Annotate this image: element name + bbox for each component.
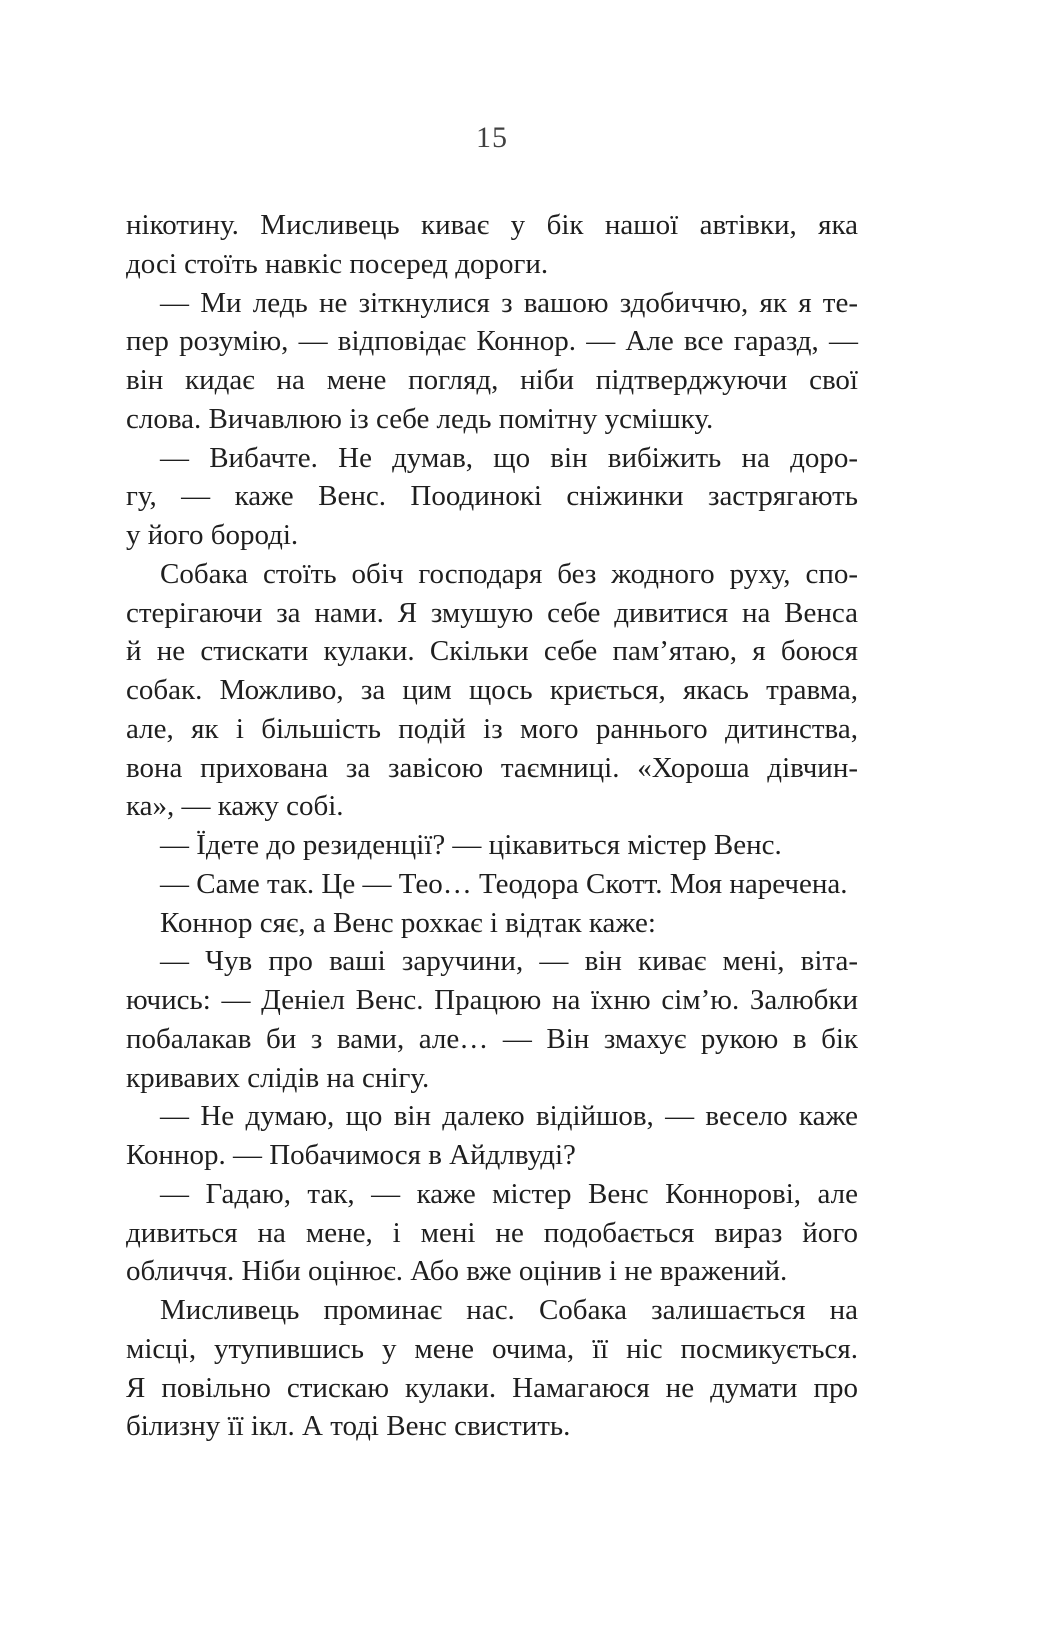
paragraph [126,904,858,943]
text-line: але, як і більшість подій із мого раннього дитинства, [126,712,858,745]
text-line: Коннор сяє, а Венс рохкає і відтак каже: [160,906,656,939]
text-line: стерігаючи за нами. Я змушую себе дивитися на Венса [126,596,858,629]
text-line: кривавих слідів на снігу. [126,1061,430,1094]
paragraph [126,865,858,904]
text-line: Коннор. — Побачимося в Айдлвуді? [126,1139,576,1171]
text-line: — Їдете до резиденції? — цікавиться містер Венс. [160,829,782,861]
text-line: — Гадаю, так, — каже містер Венс Коннорові, але [160,1177,858,1210]
text-line: — Не думаю, що він далеко відійшов, — весело каже [160,1100,858,1133]
text-line: собак. Можливо, за цим щось криється, якась травма, [126,674,858,706]
text-line: — Чув про ваші заручини, — він киває мені, віта- [160,945,858,978]
text-line: побалакав би з вами, але… — Він змахує рукою в бік [126,1022,858,1055]
text-block [126,206,858,1446]
paragraph [126,826,858,865]
text-line: дивиться на мене, і мені не подобається вираз його [126,1216,858,1249]
text-line: — Ми ледь не зіткнулися з вашою здобиччю, як я те- [160,286,858,319]
text-line: — Вибачте. Не думав, що він вибіжить на доро- [160,441,858,474]
text-line: досі стоїть навкіс посеред дороги. [126,247,549,280]
paragraph [126,439,858,555]
text-line: вона прихована за завісою таємниці. «Хороша дівчин- [126,751,858,784]
text-line: білизну її ікл. А тоді Венс свистить. [126,1410,571,1443]
text-line: слова. Вичавлюю із себе ледь помітну усмішку. [126,402,714,435]
paragraph [126,1097,858,1175]
paragraph [126,942,858,1097]
text-line: й не стискати кулаки. Скільки себе пам’ятаю, я боюся [126,635,858,668]
text-line: пер розумію, — відповідає Коннор. — Але все гаразд, — [126,325,858,358]
text-line: Мисливець проминає нас. Собака залишається на [160,1294,858,1326]
paragraph [126,555,858,826]
paragraph [126,206,858,284]
text-line: Я повільно стискаю кулаки. Намагаюся не думати про [126,1371,858,1404]
text-line: місці, утупившись у мене очима, її ніс посмикується. [126,1332,858,1365]
paragraph [126,284,858,439]
text-line: він кидає на мене погляд, ніби підтверджуючи свої [126,364,858,396]
text-line: гу, — каже Венс. Поодинокі сніжинки застрягають [126,480,858,513]
text-line: Собака стоїть обіч господаря без жодного руху, спо- [160,557,858,590]
text-line: у його бороді. [126,519,299,551]
text-line: — Саме так. Це — Тео… Теодора Скотт. Моя наречена. [160,867,848,900]
text-line: ка», — кажу собі. [126,790,344,823]
text-line: ючись: — Деніел Венс. Працюю на їхню сім’ю. Залюбки [126,984,858,1016]
text-line: нікотину. Мисливець киває у бік нашої автівки, яка [126,209,858,241]
page-number: 15 [476,121,508,154]
paragraph [126,1175,858,1291]
text-line: обличчя. Ніби оцінює. Або вже оцінив і не вражений. [126,1255,788,1288]
paragraph [126,1291,858,1446]
